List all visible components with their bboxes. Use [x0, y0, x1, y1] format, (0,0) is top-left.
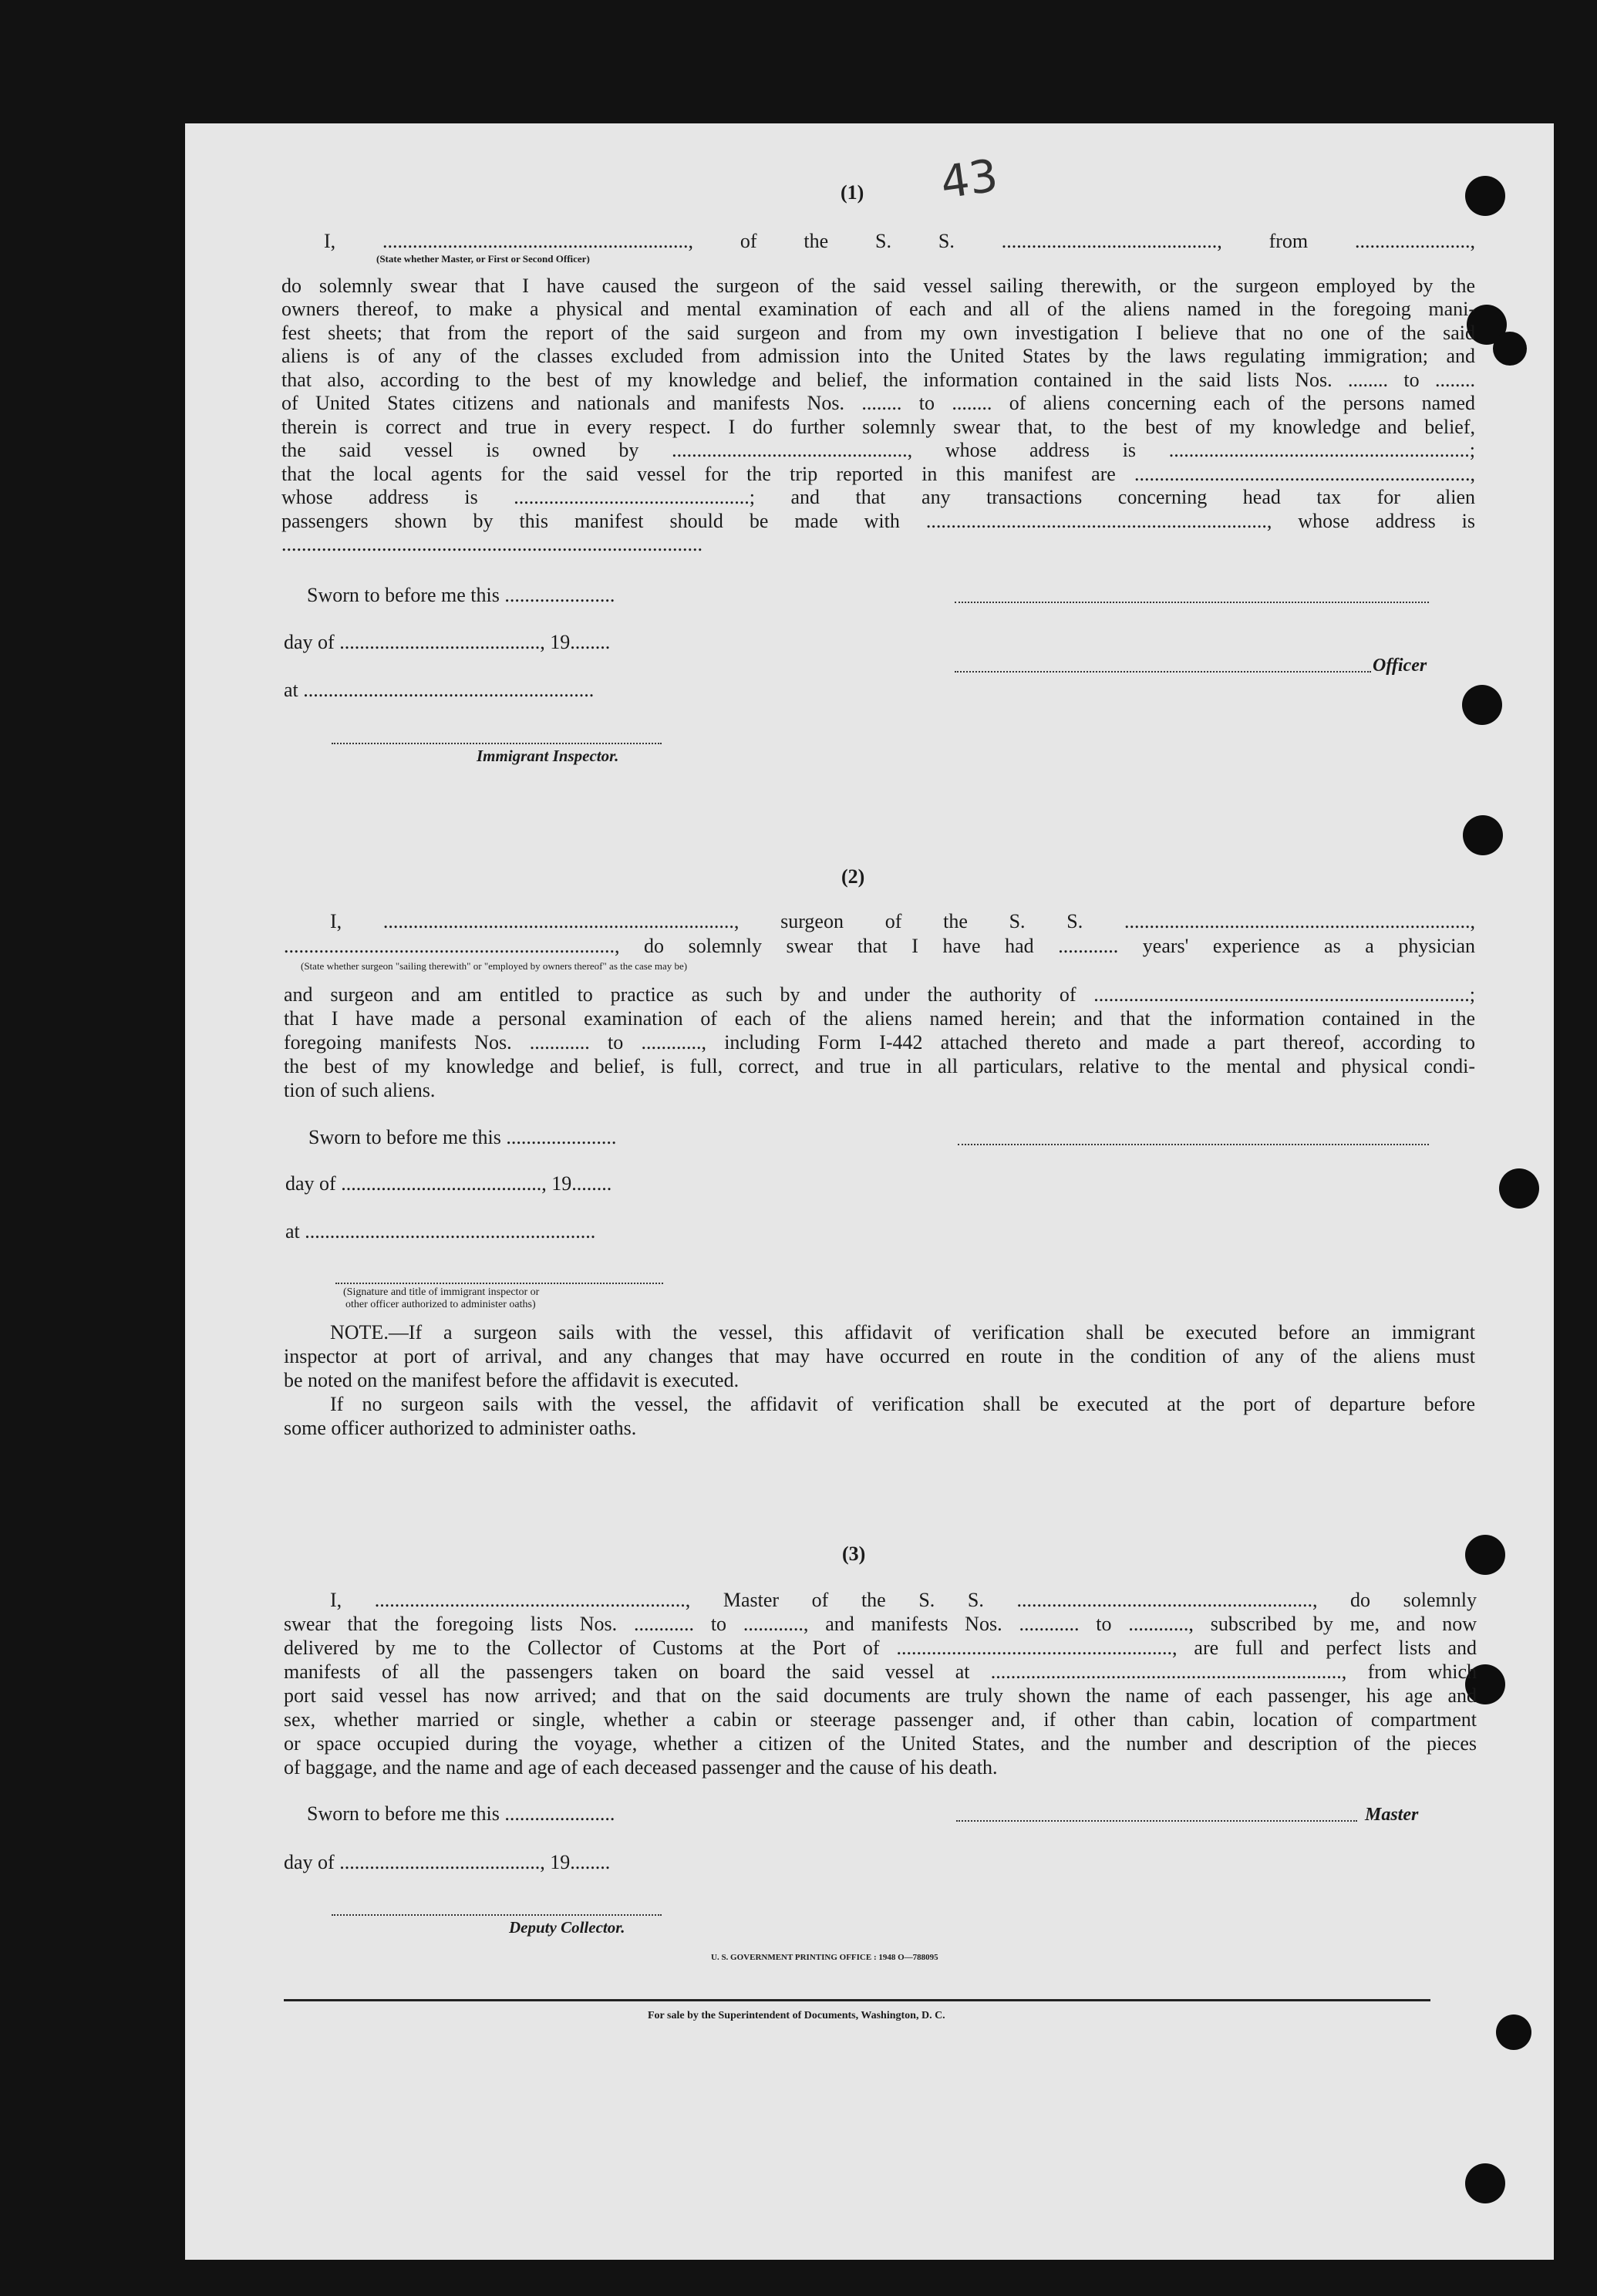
surgeon-hint: (State whether surgeon "sailing therewith" or "employed by owners thereof" as the case may be) — [301, 960, 688, 972]
section-3-line: or space occupied during the voyage, whether a citizen of the United States, and the number and description of the pieces — [284, 1732, 1477, 1755]
section-1-number: (1) — [841, 181, 864, 204]
section-1-line: owners thereof, to make a physical and mental examination of each and all of the aliens named in the foregoing mani- — [281, 298, 1475, 320]
section-3-line: port said vessel has now arrived; and that on the said documents are truly shown the name of each passenger, his age and — [284, 1684, 1477, 1707]
section-3-line: of baggage, and the name and age of each deceased passenger and the cause of his death. — [284, 1756, 998, 1778]
section-2-line: that I have made a personal examination of each of the aliens named herein; and that the information contained in the — [284, 1007, 1475, 1030]
section-3-line: manifests of all the passengers taken on board the said vessel at ......................................................................, from which — [284, 1660, 1477, 1683]
section-1-line: of United States citizens and nationals and manifests Nos. ........ to ........ of aliens concerning each of the persons named — [281, 392, 1475, 414]
handwritten-page-number: 43 — [937, 149, 1002, 209]
binder-hole-icon — [1465, 1535, 1505, 1575]
footer-rule — [284, 1999, 1430, 2001]
signature-line — [958, 1144, 1429, 1145]
sworn-line: Sworn to before me this ...................... — [307, 1802, 615, 1825]
signature-hint: (Signature and title of immigrant inspector or — [343, 1286, 540, 1298]
binder-hole-icon — [1496, 2014, 1531, 2050]
note-line: be noted on the manifest before the affidavit is executed. — [284, 1369, 740, 1391]
officer-label: Officer — [1373, 656, 1427, 676]
officer-signature-line — [955, 671, 1371, 673]
section-2-line: I, ......................................................................, surgeon of the S. S. ....................................................................., — [330, 910, 1475, 932]
signature-line — [955, 602, 1429, 603]
signature-hint: other officer authorized to administer oaths) — [345, 1299, 536, 1310]
inspector-signature-line — [332, 743, 662, 744]
section-2-line: foregoing manifests Nos. ............ to ............, including Form I-442 attached thereto and made a part thereof, according to — [284, 1031, 1475, 1054]
section-2-line: the best of my knowledge and belief, is full, correct, and true in all particulars, relative to the mental and physical condi- — [284, 1055, 1475, 1077]
binder-hole-icon — [1499, 1168, 1539, 1209]
section-3-line: I, .............................................................., Master of the S. S. ..........................................................., do solemnly — [330, 1589, 1477, 1611]
section-1-line: passengers shown by this manifest should be made with ...................................................................., whose address is — [281, 510, 1475, 532]
day-line: day of ........................................, 19........ — [285, 1172, 612, 1195]
inspector-label: Immigrant Inspector. — [477, 747, 619, 765]
day-line: day of ........................................, 19........ — [284, 631, 611, 653]
section-1-line: .................................................................................... — [281, 533, 702, 555]
section-1-line: I, ............................................................., of the S. S. ..........................................., from ......................., — [324, 230, 1475, 252]
binder-hole-icon — [1462, 685, 1502, 725]
section-1-line: the said vessel is owned by ..............................................., whose address is ............................................................; — [281, 439, 1475, 461]
binder-hole-icon — [1465, 2163, 1505, 2203]
section-2-line: .................................................................., do solemnly swear that I have had ............ years' experience as a physician — [284, 935, 1475, 957]
master-label: Master — [1365, 1805, 1419, 1825]
section-3-line: delivered by me to the Collector of Customs at the Port of ......................................................., are full and perfect lists and — [284, 1637, 1477, 1659]
section-3-line: swear that the foregoing lists Nos. ............ to ............, and manifests Nos. ............ to ............, subscribed by me, and now — [284, 1613, 1477, 1635]
section-3-number: (3) — [842, 1542, 866, 1565]
at-line: at .......................................................... — [285, 1220, 596, 1242]
section-3-line: sex, whether married or single, whether a cabin or steerage passenger and, if other than cabin, location of compartment — [284, 1708, 1477, 1731]
binder-hole-icon — [1465, 176, 1505, 216]
master-hint: (State whether Master, or First or Second Officer) — [376, 253, 590, 265]
section-2-number: (2) — [841, 865, 865, 888]
section-1-line: that the local agents for the said vessel for the trip reported in this manifest are ..................................................................., — [281, 463, 1475, 485]
collector-label: Deputy Collector. — [509, 1918, 625, 1937]
collector-signature-line — [332, 1914, 662, 1916]
day-line: day of ........................................, 19........ — [284, 1851, 611, 1873]
at-line: at .......................................................... — [284, 679, 595, 701]
section-1-line: do solemnly swear that I have caused the surgeon of the said vessel sailing therewith, or the surgeon employed by the — [281, 275, 1475, 297]
note-line: NOTE.—If a surgeon sails with the vessel, this affidavit of verification shall be executed before an immigrant — [330, 1321, 1475, 1344]
printer-line: U. S. GOVERNMENT PRINTING OFFICE : 1948 O—788095 — [711, 1953, 938, 1962]
section-2-line: tion of such aliens. — [284, 1079, 436, 1101]
section-1-line: that also, according to the best of my knowledge and belief, the information contained in the said lists Nos. ........ to ........ — [281, 369, 1475, 391]
section-1-line: whose address is ...............................................; and that any transactions concerning head tax for alien — [281, 486, 1475, 508]
inspector-signature-line — [335, 1283, 663, 1284]
note-line: If no surgeon sails with the vessel, the affidavit of verification shall be executed at the port of departure before — [330, 1393, 1475, 1415]
note-line: some officer authorized to administer oaths. — [284, 1417, 637, 1439]
form-page — [185, 123, 1554, 2260]
section-1-line: fest sheets; that from the report of the said surgeon and from my own investigation I believe that no one of the said — [281, 322, 1475, 344]
sworn-line: Sworn to before me this ...................... — [308, 1126, 617, 1148]
binder-hole-icon — [1493, 332, 1527, 366]
section-1-line: aliens is of any of the classes excluded from admission into the United States by the laws regulating immigration; and — [281, 345, 1475, 367]
sworn-line: Sworn to before me this ...................... — [307, 584, 615, 606]
binder-hole-icon — [1463, 815, 1503, 855]
master-signature-line — [956, 1820, 1357, 1822]
section-2-line: and surgeon and am entitled to practice as such by and under the authority of ...........................................................................; — [284, 983, 1475, 1006]
note-line: inspector at port of arrival, and any changes that may have occurred en route in the condition of any of the aliens must — [284, 1345, 1475, 1367]
footer-text: For sale by the Superintendent of Documents, Washington, D. C. — [648, 2010, 945, 2021]
section-1-line: therein is correct and true in every respect. I do further solemnly swear that, to the best of my knowledge and belief, — [281, 416, 1475, 438]
